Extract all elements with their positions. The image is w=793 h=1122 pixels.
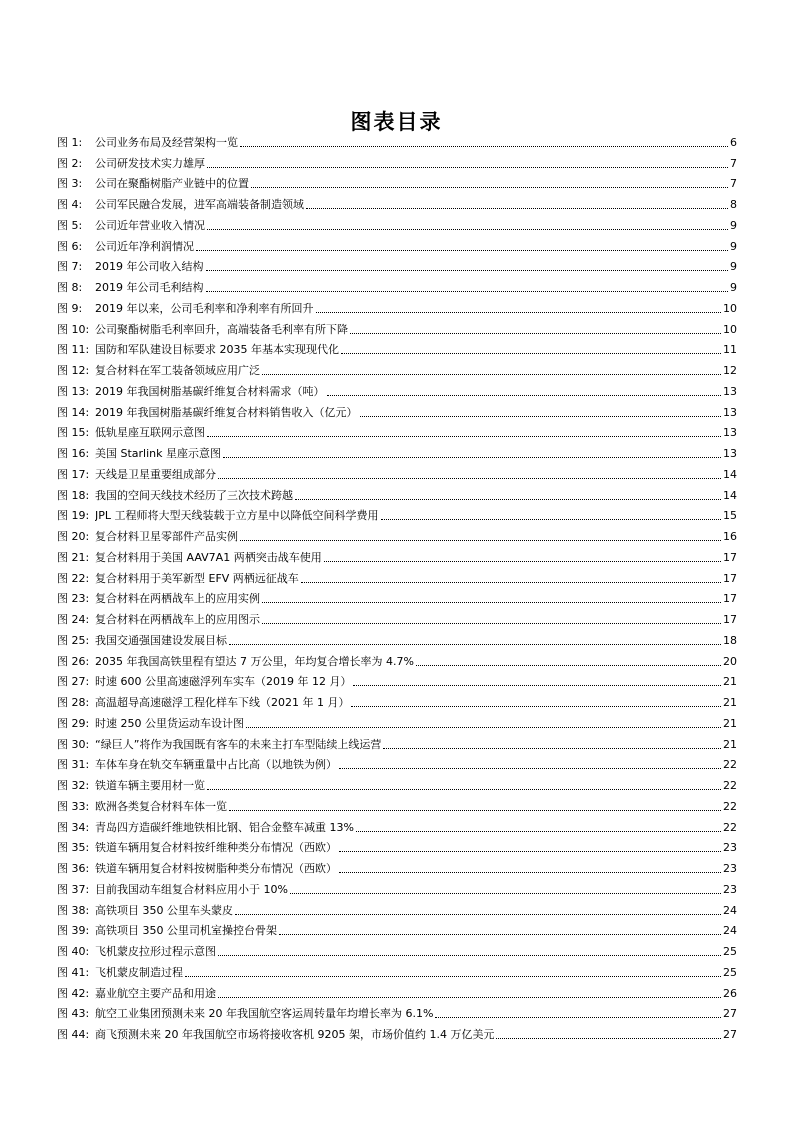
toc-entry-page-number[interactable]: 12 [723, 364, 737, 377]
toc-entry-title[interactable]: 高温超导高速磁浮工程化样车下线（2021 年 1 月） [95, 696, 350, 709]
toc-entry-label: 图 29: [57, 716, 90, 730]
toc-entry[interactable] [57, 318, 737, 339]
toc-entry-page-number[interactable]: 11 [723, 343, 737, 357]
toc-entry-title[interactable]: 商飞预测未来 20 年我国航空市场将接收客机 9205 架，市场价值约 1.4 万亿美元 [95, 1028, 495, 1041]
toc-entry[interactable] [57, 505, 737, 526]
figure-toc-list [57, 131, 737, 1044]
toc-entry-page-number[interactable]: 8 [730, 198, 737, 211]
toc-entry[interactable] [57, 629, 737, 650]
toc-entry[interactable] [57, 256, 737, 277]
toc-entry-label: 图 16: [57, 447, 90, 460]
toc-dot-leader [381, 519, 721, 520]
toc-dot-leader [262, 602, 721, 603]
toc-entry[interactable] [57, 754, 737, 775]
toc-entry[interactable] [57, 173, 737, 194]
toc-entry-page-number[interactable]: 14 [723, 488, 737, 502]
toc-entry[interactable] [57, 671, 737, 692]
toc-entry[interactable] [57, 588, 737, 609]
toc-entry-page-number[interactable]: 18 [723, 633, 737, 647]
toc-entry-label: 图 19: [57, 509, 90, 523]
toc-entry[interactable] [57, 422, 737, 443]
toc-entry[interactable] [57, 961, 737, 982]
toc-dot-leader [496, 1038, 721, 1039]
toc-entry-page-number[interactable]: 21 [723, 696, 737, 709]
toc-entry-page-number[interactable]: 14 [723, 467, 737, 481]
toc-entry-label: 图 35: [57, 841, 90, 855]
toc-dot-leader [351, 706, 721, 707]
toc-entry[interactable] [57, 899, 737, 920]
toc-entry-label: 图 24: [57, 613, 90, 626]
toc-entry-title[interactable]: 美国 Starlink 星座示意图 [95, 447, 222, 460]
toc-entry-label: 图 41: [57, 965, 90, 979]
toc-entry-title[interactable]: 复合材料在军工装备领域应用广泛 [95, 364, 260, 377]
toc-entry-title[interactable]: 飞机蒙皮制造过程 [95, 965, 183, 979]
toc-dot-leader [435, 1017, 721, 1018]
toc-dot-leader [218, 478, 721, 479]
toc-entry[interactable] [57, 816, 737, 837]
toc-entry-page-number[interactable]: 9 [730, 239, 737, 253]
toc-entry[interactable] [57, 940, 737, 961]
toc-entry-title[interactable]: 铁道车辆主要用材一览 [95, 779, 205, 792]
toc-entry-page-number[interactable]: 13 [723, 384, 737, 398]
toc-entry[interactable] [57, 1003, 737, 1024]
toc-entry-label: 图 34: [57, 820, 90, 834]
toc-entry[interactable] [57, 795, 737, 816]
toc-entry-page-number[interactable]: 22 [723, 820, 737, 834]
toc-entry-title[interactable]: 公司业务布局及经营架构一览 [95, 135, 238, 149]
toc-entry-title[interactable]: 2019 年我国树脂基碳纤维复合材料销售收入（亿元） [95, 405, 358, 419]
toc-entry-label: 图 15: [57, 426, 90, 440]
toc-entry-page-number[interactable]: 17 [723, 592, 737, 606]
toc-dot-leader [360, 416, 722, 417]
toc-entry[interactable] [57, 276, 737, 297]
toc-entry-label: 图 23: [57, 592, 90, 606]
toc-entry-page-number[interactable]: 7 [730, 156, 737, 170]
toc-entry-label: 图 20: [57, 530, 90, 543]
toc-entry-page-number[interactable]: 21 [723, 737, 737, 751]
toc-entry-title[interactable]: 公司研发技术实力雄厚 [95, 156, 205, 170]
toc-dot-leader [383, 748, 721, 749]
toc-entry[interactable] [57, 650, 737, 671]
toc-entry-page-number[interactable]: 22 [723, 799, 737, 813]
toc-entry-page-number[interactable]: 23 [723, 862, 737, 875]
toc-entry-page-number[interactable]: 15 [723, 509, 737, 523]
toc-dot-leader [301, 582, 721, 583]
toc-entry-title[interactable]: 青岛四方造碳纤维地铁相比钢、铝合金整车减重 13% [95, 820, 354, 834]
toc-dot-leader [295, 499, 721, 500]
toc-entry-label: 图 39: [57, 924, 90, 938]
toc-entry-label: 图 18: [57, 488, 90, 502]
toc-entry[interactable] [57, 546, 737, 567]
toc-entry-label: 图 10: [57, 322, 90, 336]
toc-entry-title[interactable]: 2019 年我国树脂基碳纤维复合材料需求（吨） [95, 384, 325, 398]
toc-entry-page-number[interactable]: 9 [730, 218, 737, 232]
toc-dot-leader [223, 457, 721, 458]
toc-entry[interactable] [57, 857, 737, 878]
toc-entry-label: 图 1: [57, 135, 83, 149]
toc-dot-leader [240, 540, 721, 541]
toc-entry-title[interactable]: 国防和军队建设目标要求 2035 年基本实现现代化 [95, 343, 339, 357]
toc-entry-title[interactable]: 目前我国动车组复合材料应用小于 10% [95, 882, 288, 896]
toc-dot-leader [240, 146, 728, 147]
toc-entry-title[interactable]: 复合材料在两栖战车上的应用实例 [95, 592, 260, 606]
toc-entry-title[interactable]: 欧洲各类复合材料车体一览 [95, 799, 227, 813]
toc-dot-leader [262, 374, 721, 375]
toc-dot-leader [196, 250, 728, 251]
toc-dot-leader [262, 623, 721, 624]
toc-entry-title[interactable]: 时速 600 公里高速磁浮列车实车（2019 年 12 月） [95, 675, 352, 689]
toc-entry-label: 图 6: [57, 239, 83, 253]
toc-entry-page-number[interactable]: 17 [723, 550, 737, 564]
toc-entry-page-number[interactable]: 17 [723, 613, 737, 626]
toc-dot-leader [206, 291, 729, 292]
toc-entry[interactable] [57, 152, 737, 173]
toc-entry-label: 图 5: [57, 218, 83, 232]
toc-entry-label: 图 17: [57, 467, 90, 481]
toc-entry-label: 图 36: [57, 862, 90, 875]
toc-entry-label: 图 4: [57, 198, 83, 211]
toc-entry-label: 图 27: [57, 675, 90, 689]
toc-entry-title[interactable]: 复合材料在两栖战车上的应用图示 [95, 613, 260, 626]
toc-entry-label: 图 44: [57, 1028, 90, 1041]
toc-entry-title[interactable]: 复合材料用于美军新型 EFV 两栖远征战车 [95, 571, 299, 585]
toc-entry-page-number[interactable]: 25 [723, 945, 737, 958]
toc-entry-title[interactable]: 低轨星座互联网示意图 [95, 426, 205, 440]
toc-dot-leader [235, 914, 721, 915]
toc-entry-page-number[interactable]: 13 [723, 405, 737, 419]
toc-entry[interactable] [57, 214, 737, 235]
toc-entry-title[interactable]: 航空工业集团预测未来 20 年我国航空客运周转量年均增长率为 6.1% [95, 1007, 434, 1021]
toc-entry-label: 图 31: [57, 758, 90, 772]
toc-dot-leader [416, 665, 721, 666]
toc-entry-title[interactable]: 2035 年我国高铁里程有望达 7 万公里，年均复合增长率为 4.7% [95, 654, 414, 668]
toc-dot-leader [324, 561, 721, 562]
toc-entry-label: 图 32: [57, 779, 90, 792]
toc-entry-title[interactable]: 2019 年以来，公司毛利率和净利率有所回升 [95, 301, 314, 315]
toc-entry-page-number[interactable]: 9 [730, 260, 737, 274]
toc-entry-label: 图 38: [57, 903, 90, 917]
toc-entry-title[interactable]: 车体车身在轨交车辆重量中占比高（以地铁为例） [95, 758, 337, 772]
toc-entry-label: 图 33: [57, 799, 90, 813]
toc-entry-title[interactable]: 公司在聚酯树脂产业链中的位置 [95, 177, 249, 191]
toc-dot-leader [218, 997, 721, 998]
toc-dot-leader [279, 934, 721, 935]
toc-entry-title[interactable]: “绿巨人”将作为我国既有客车的未来主打车型陆续上线运营 [95, 737, 382, 751]
toc-entry-label: 图 40: [57, 945, 90, 958]
toc-dot-leader [306, 208, 728, 209]
toc-entry-page-number[interactable]: 24 [723, 924, 737, 938]
toc-dot-leader [339, 768, 721, 769]
toc-entry-page-number[interactable]: 23 [723, 882, 737, 896]
toc-entry-title[interactable]: 我国的空间天线技术经历了三次技术跨越 [95, 488, 293, 502]
toc-dot-leader [246, 727, 721, 728]
toc-entry[interactable] [57, 235, 737, 256]
toc-dot-leader [339, 872, 721, 873]
toc-entry-label: 图 8: [57, 281, 83, 294]
toc-entry-label: 图 11: [57, 343, 90, 357]
toc-entry-title[interactable]: 2019 年公司毛利结构 [95, 281, 204, 294]
toc-entry-title[interactable]: 高铁项目 350 公里司机室操控台骨架 [95, 924, 277, 938]
toc-entry[interactable] [57, 837, 737, 858]
toc-entry-page-number[interactable]: 7 [730, 177, 737, 191]
toc-dot-leader [207, 167, 728, 168]
toc-entry-page-number[interactable]: 26 [723, 986, 737, 1000]
toc-dot-leader [350, 333, 721, 334]
toc-entry-label: 图 7: [57, 260, 83, 274]
toc-entry-title[interactable]: 时速 250 公里货运动车设计图 [95, 716, 244, 730]
toc-dot-leader [229, 810, 721, 811]
toc-entry-title[interactable]: 公司近年营业收入情况 [95, 218, 205, 232]
toc-entry[interactable] [57, 193, 737, 214]
toc-entry-page-number[interactable]: 22 [723, 779, 737, 792]
toc-entry-page-number[interactable]: 20 [723, 654, 737, 668]
toc-entry[interactable] [57, 297, 737, 318]
toc-entry-page-number[interactable]: 13 [723, 426, 737, 440]
toc-entry-page-number[interactable]: 21 [723, 716, 737, 730]
toc-entry[interactable] [57, 359, 737, 380]
toc-entry[interactable] [57, 691, 737, 712]
toc-entry-page-number[interactable]: 9 [730, 281, 737, 294]
toc-dot-leader [185, 976, 721, 977]
toc-entry-label: 图 13: [57, 384, 90, 398]
toc-entry[interactable] [57, 733, 737, 754]
toc-entry[interactable] [57, 463, 737, 484]
toc-entry-label: 图 28: [57, 696, 90, 709]
toc-entry[interactable] [57, 567, 737, 588]
toc-entry-label: 图 42: [57, 986, 90, 1000]
toc-entry-label: 图 43: [57, 1007, 90, 1021]
toc-dot-leader [251, 187, 728, 188]
toc-entry-page-number[interactable]: 10 [723, 322, 737, 336]
toc-dot-leader [341, 353, 721, 354]
toc-entry-label: 图 12: [57, 364, 90, 377]
toc-entry-page-number[interactable]: 25 [723, 965, 737, 979]
toc-entry-page-number[interactable]: 21 [723, 675, 737, 689]
toc-dot-leader [316, 312, 722, 313]
toc-entry-page-number[interactable]: 13 [723, 447, 737, 460]
toc-entry-title[interactable]: 嘉业航空主要产品和用途 [95, 986, 216, 1000]
toc-entry-label: 图 26: [57, 654, 90, 668]
toc-entry-label: 图 22: [57, 571, 90, 585]
toc-entry[interactable] [57, 339, 737, 360]
toc-entry-title[interactable]: 高铁项目 350 公里车头蒙皮 [95, 903, 233, 917]
toc-entry-page-number[interactable]: 16 [723, 530, 737, 543]
toc-entry-label: 图 25: [57, 633, 90, 647]
toc-entry[interactable] [57, 484, 737, 505]
toc-entry[interactable] [57, 774, 737, 795]
toc-entry-page-number[interactable]: 22 [723, 758, 737, 772]
toc-entry[interactable] [57, 712, 737, 733]
toc-entry[interactable] [57, 608, 737, 629]
toc-entry-title[interactable]: 复合材料卫星零部件产品实例 [95, 530, 238, 543]
toc-dot-leader [339, 851, 721, 852]
toc-entry-title[interactable]: 我国交通强国建设发展目标 [95, 633, 227, 647]
toc-entry-title[interactable]: 铁道车辆用复合材料按树脂种类分布情况（西欧） [95, 862, 337, 875]
toc-entry-title[interactable]: 铁道车辆用复合材料按纤维种类分布情况（西欧） [95, 841, 337, 855]
toc-dot-leader [290, 893, 721, 894]
toc-entry-title[interactable]: 2019 年公司收入结构 [95, 260, 204, 274]
toc-dot-leader [327, 395, 722, 396]
toc-entry-page-number[interactable]: 23 [723, 841, 737, 855]
toc-entry-title[interactable]: 公司军民融合发展，进军高端装备制造领域 [95, 198, 304, 211]
toc-dot-leader [206, 270, 729, 271]
toc-dot-leader [207, 229, 728, 230]
toc-entry-page-number[interactable]: 27 [723, 1028, 737, 1041]
toc-dot-leader [207, 789, 721, 790]
toc-entry[interactable] [57, 878, 737, 899]
toc-entry-title[interactable]: 飞机蒙皮拉形过程示意图 [95, 945, 216, 958]
toc-entry[interactable] [57, 380, 737, 401]
toc-entry-page-number[interactable]: 17 [723, 571, 737, 585]
toc-entry-page-number[interactable]: 10 [723, 301, 737, 315]
toc-entry-label: 图 14: [57, 405, 90, 419]
toc-entry[interactable] [57, 525, 737, 546]
toc-entry[interactable] [57, 131, 737, 152]
toc-dot-leader [207, 436, 721, 437]
toc-entry-label: 图 37: [57, 882, 90, 896]
toc-entry-label: 图 3: [57, 177, 83, 191]
toc-entry-page-number[interactable]: 24 [723, 903, 737, 917]
toc-entry-page-number[interactable]: 6 [730, 135, 737, 149]
toc-entry[interactable] [57, 442, 737, 463]
toc-dot-leader [218, 955, 721, 956]
toc-entry-title[interactable]: JPL 工程师将大型天线装载于立方星中以降低空间科学费用 [95, 509, 379, 523]
toc-dot-leader [229, 644, 721, 645]
toc-entry-title[interactable]: 公司聚酯树脂毛利率回升，高端装备毛利率有所下降 [95, 322, 348, 336]
toc-entry-label: 图 2: [57, 156, 83, 170]
page-title: 图表目录 [350, 109, 443, 135]
toc-entry[interactable] [57, 1023, 737, 1044]
toc-entry[interactable] [57, 982, 737, 1003]
toc-entry[interactable] [57, 401, 737, 422]
toc-dot-leader [353, 685, 721, 686]
toc-entry-title[interactable]: 天线是卫星重要组成部分 [95, 467, 216, 481]
toc-entry-title[interactable]: 公司近年净利润情况 [95, 239, 194, 253]
toc-entry-page-number[interactable]: 27 [723, 1007, 737, 1021]
toc-entry-label: 图 30: [57, 737, 90, 751]
toc-dot-leader [356, 831, 721, 832]
toc-entry-label: 图 21: [57, 550, 90, 564]
toc-entry-label: 图 9: [57, 301, 83, 315]
toc-entry[interactable] [57, 920, 737, 941]
toc-entry-title[interactable]: 复合材料用于美国 AAV7A1 两栖突击战车使用 [95, 550, 322, 564]
